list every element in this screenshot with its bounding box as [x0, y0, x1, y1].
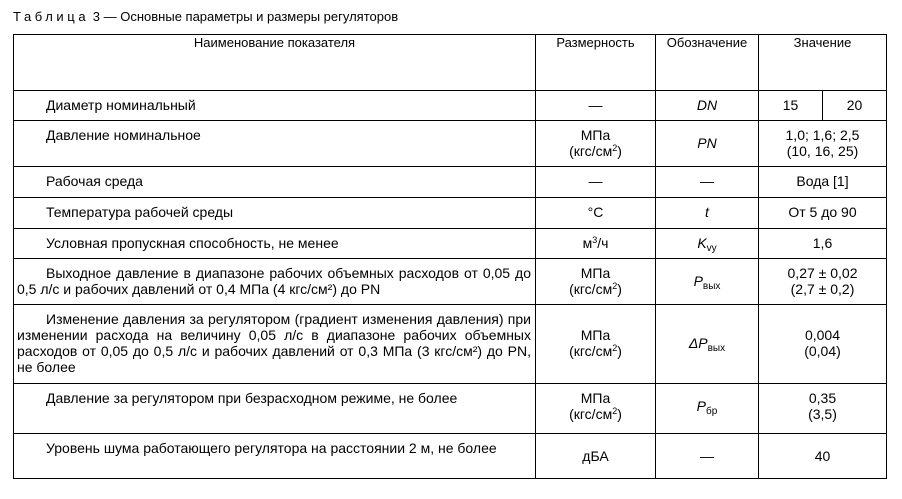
row-name: Диаметр номинальный: [14, 91, 536, 121]
table-row: [14, 167, 887, 198]
row-unit: $м^3/ч$: [536, 229, 656, 259]
row-unit: МПа $(кгс/см^2)$: [536, 259, 656, 305]
row-unit: МПа $(кгс/см^2)$: [536, 384, 656, 434]
row-value: 0,27 ± 0,02 (2,7 ± 0,2): [759, 259, 887, 305]
table-row: [14, 198, 887, 229]
table-caption-label: Таблица: [13, 9, 90, 24]
row-name: Условная пропускная способность, не менее: [14, 229, 536, 259]
table-row: [14, 259, 887, 305]
row-symbol: $K_{vy}$: [656, 229, 759, 259]
row-value: 0,35 (3,5): [759, 384, 887, 434]
row-value: Вода [1]: [759, 167, 887, 198]
header-unit: Размерность: [536, 35, 656, 91]
table-row: [14, 121, 887, 167]
row-value: 0,004 (0,04): [759, 305, 887, 384]
row-name: Изменение давления за регулятором (градиент изменения давления) при изменении расхода на величину 0,05 л/с в диапазоне рабочих объемных расходов от 0,05 до 0,5 л/с и рабочих давлений от 0,3 МПа (3 кгс/см²) до PN, не более: [14, 305, 536, 384]
row-name: Уровень шума работающего регулятора на расстоянии 2 м, не более: [14, 434, 536, 479]
row-name: Давление за регулятором при безрасходном режиме, не более: [14, 384, 536, 434]
header-value: Значение: [759, 35, 887, 91]
table-row: [14, 434, 887, 479]
row-value: 1,0; 1,6; 2,5 (10, 16, 25): [759, 121, 887, 167]
row-unit: МПа $(кгс/см^2)$: [536, 305, 656, 384]
row-symbol: $P_{бр}$: [656, 384, 759, 434]
row-symbol: t: [656, 198, 759, 229]
row-unit: —: [536, 91, 656, 121]
row-name: Температура рабочей среды: [14, 198, 536, 229]
row-value-dn15: 15: [759, 91, 823, 121]
row-value: 40: [759, 434, 887, 479]
row-symbol: $\Delta P_{вых}$: [656, 305, 759, 384]
table-row: [14, 305, 887, 384]
row-unit: дБА: [536, 434, 656, 479]
row-unit: МПа $(кгс/см^2)$: [536, 121, 656, 167]
row-symbol: $P_{вых}$: [656, 259, 759, 305]
table-row: [14, 91, 887, 121]
table-row: [14, 384, 887, 434]
table-caption: [13, 9, 398, 24]
row-unit: —: [536, 167, 656, 198]
row-value-dn20: 20: [823, 91, 887, 121]
header-name: Наименование показателя: [14, 35, 536, 91]
header-symbol: Обозначение: [656, 35, 759, 91]
table-row: [14, 229, 887, 259]
row-value: 1,6: [759, 229, 887, 259]
row-unit: °С: [536, 198, 656, 229]
row-value: От 5 до 90: [759, 198, 887, 229]
row-symbol: DN: [656, 91, 759, 121]
row-name: Рабочая среда: [14, 167, 536, 198]
table-caption-text: 3 — Основные параметры и размеры регуляторов: [92, 9, 399, 24]
table-header-row: [14, 35, 887, 91]
row-symbol: PN: [656, 121, 759, 167]
row-name: Выходное давление в диапазоне рабочих объемных расходов от 0,05 до 0,5 л/с и рабочих давлений от 0,4 МПа (4 кгс/см²) до PN: [14, 259, 536, 305]
row-name: Давление номинальное: [14, 121, 536, 167]
row-symbol: —: [656, 434, 759, 479]
parameters-table: [13, 34, 887, 479]
row-symbol: —: [656, 167, 759, 198]
